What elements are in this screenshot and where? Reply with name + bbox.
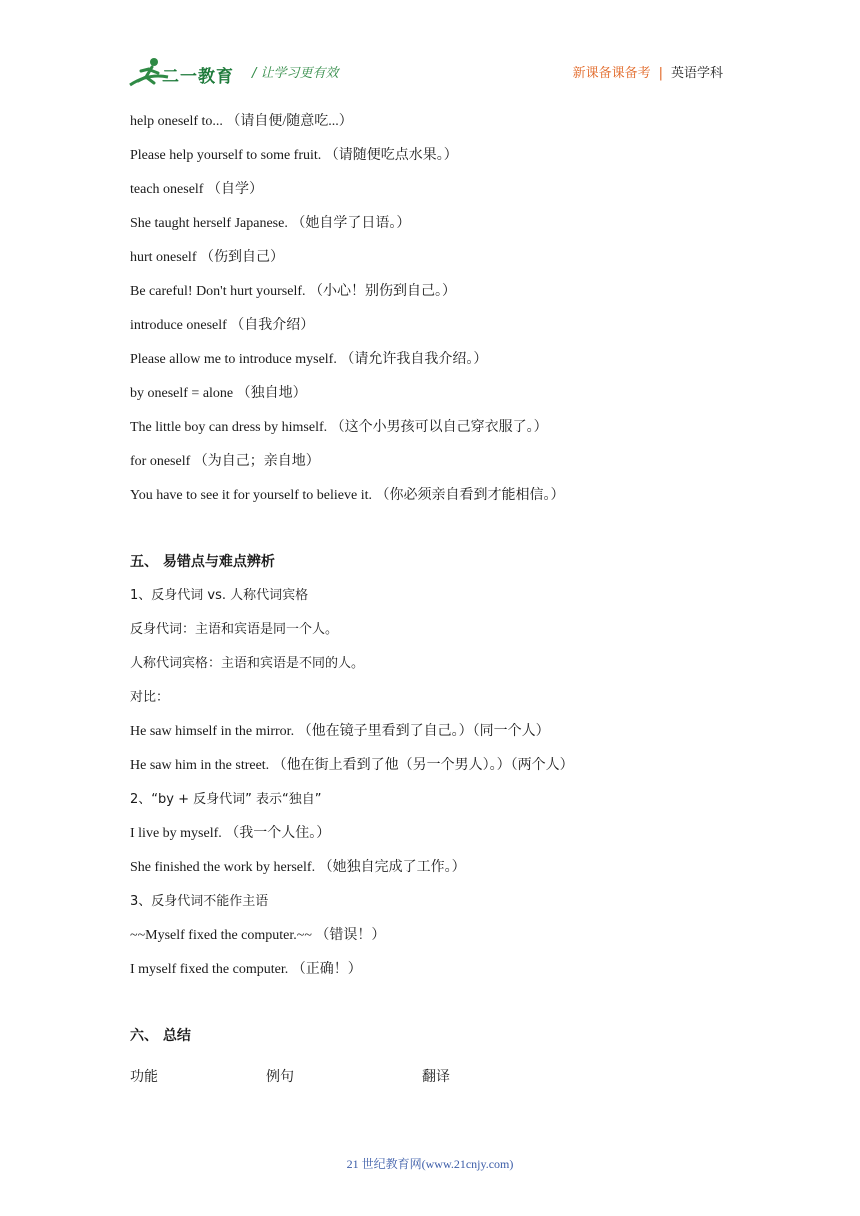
subsection-heading: 2、“by + 反身代词” 表示“独自”	[130, 792, 322, 807]
example-sentence: He saw himself in the mirror. （他在镜子里看到了自己。）（同一个人）	[130, 724, 550, 739]
text-line: hurt oneself （伤到自己）	[130, 250, 284, 265]
page-header	[0, 0, 860, 100]
header-right	[573, 62, 723, 81]
text-line: by oneself = alone （独自地）	[130, 386, 307, 401]
example-sentence: I myself fixed the computer. （正确！）	[130, 962, 362, 977]
example-sentence: Be careful! Don't hurt yourself. （小心！别伤到自己。）	[130, 284, 457, 299]
text-line: introduce oneself （自我介绍）	[130, 318, 315, 333]
example-sentence: Please help yourself to some fruit. （请随便吃点水果。）	[130, 148, 458, 163]
text-line: 人称代词宾格：主语和宾语是不同的人。	[130, 656, 365, 671]
example-sentence: He saw him in the street. （他在街上看到了他（另一个男人）。）（两个人）	[130, 758, 574, 773]
text-line: 反身代词：主语和宾语是同一个人。	[130, 622, 339, 637]
exam-label: 新课备课备考	[572, 66, 651, 81]
slogan: / 让学习更有效	[252, 66, 339, 81]
table-header-function: 功能	[130, 1069, 158, 1085]
page-footer: 21 世纪教育网(www.21cnjy.com)	[346, 1157, 514, 1171]
example-sentence: She finished the work by herself. （她独自完成了工作。）	[130, 860, 466, 875]
subject-label: 英语学科	[670, 66, 723, 81]
example-sentence: I live by myself. （我一个人住。）	[130, 826, 331, 841]
text-line: help oneself to... （请自便/随意吃...）	[130, 114, 353, 129]
example-sentence: You have to see it for yourself to believe it. （你必须亲自看到才能相信。）	[130, 488, 565, 503]
example-sentence: The little boy can dress by himself. （这个小男孩可以自己穿衣服了。）	[130, 420, 548, 435]
section-heading: 六、 总结	[130, 1028, 191, 1044]
header-separator: |	[658, 66, 663, 81]
example-sentence: ~~Myself fixed the computer.~~ （错误！）	[130, 928, 386, 943]
table-header-translation: 翻译	[422, 1069, 450, 1085]
text-line: teach oneself （自学）	[130, 182, 263, 197]
text-line: 对比：	[130, 690, 170, 705]
example-sentence: Please allow me to introduce myself. （请允许我自我介绍。）	[130, 352, 488, 367]
example-sentence: She taught herself Japanese. （她自学了日语。）	[130, 216, 411, 231]
section-heading: 五、 易错点与难点辨析	[130, 554, 275, 570]
table-header-example: 例句	[266, 1069, 294, 1085]
subsection-heading: 3、反身代词不能作主语	[130, 894, 269, 909]
logo-text: 二一教育	[162, 67, 234, 87]
subsection-heading: 1、反身代词 vs. 人称代词宾格	[130, 588, 309, 603]
text-line: for oneself （为自己；亲自地）	[130, 454, 320, 469]
